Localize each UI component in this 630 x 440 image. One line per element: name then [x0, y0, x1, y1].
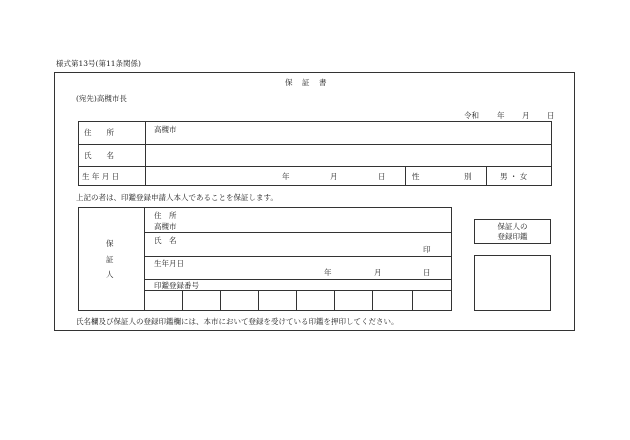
date-era: 令和 — [464, 111, 479, 120]
guarantee-statement: 上記の者は、印鑑登録申請人本人であることを保証します。 — [76, 193, 278, 202]
date-month: 月 — [522, 111, 530, 120]
divider — [78, 166, 552, 167]
registration-number-label: 印鑑登録番号 — [154, 281, 199, 290]
footer-note: 氏名欄及び保証人の登録印鑑欄には、本市において登録を受けている印鑑を押印してください。 — [76, 317, 399, 326]
guarantor-name-label: 氏 名 — [154, 236, 177, 245]
form-number: 様式第13号(第11条関係) — [56, 59, 141, 68]
divider — [144, 279, 452, 280]
divider — [258, 290, 259, 311]
divider — [220, 290, 221, 311]
divider — [144, 256, 452, 257]
guarantor-side-label-2: 証 — [106, 255, 114, 264]
divider — [412, 290, 413, 311]
divider — [486, 166, 487, 186]
date-day: 日 — [547, 111, 555, 120]
applicant-dob-month: 月 — [330, 172, 338, 181]
divider — [296, 290, 297, 311]
applicant-name-label: 氏 名 — [84, 151, 114, 160]
registered-seal-title-2: 登録印鑑 — [497, 232, 528, 241]
applicant-dob-label: 生 年 月 日 — [82, 172, 120, 181]
guarantor-table — [78, 207, 452, 311]
divider — [145, 121, 146, 186]
seal-mark: 印 — [423, 245, 431, 254]
applicant-address-label: 住 所 — [84, 128, 114, 137]
applicant-address-value: 高槻市 — [154, 125, 177, 134]
divider — [144, 207, 145, 311]
applicant-sex-options: 男 ・ 女 — [500, 172, 528, 181]
document-title: 保 証 書 — [285, 78, 328, 87]
guarantor-dob-month: 月 — [374, 268, 382, 277]
divider — [182, 290, 183, 311]
guarantor-dob-label: 生年月日 — [154, 259, 184, 268]
divider — [78, 144, 552, 145]
guarantor-dob-day: 日 — [423, 268, 431, 277]
applicant-dob-day: 日 — [378, 172, 386, 181]
guarantor-side-label-1: 保 — [106, 239, 114, 248]
guarantor-address-value: 高槻市 — [154, 222, 177, 231]
divider — [144, 232, 452, 233]
applicant-sex-label-2: 別 — [464, 172, 472, 181]
guarantor-dob-year: 年 — [324, 268, 332, 277]
applicant-dob-year: 年 — [282, 172, 290, 181]
addressee: (宛先)高槻市長 — [76, 94, 127, 103]
guarantor-address-label: 住 所 — [154, 211, 177, 220]
date-year: 年 — [497, 111, 505, 120]
divider — [405, 166, 406, 186]
divider — [334, 290, 335, 311]
guarantor-side-label-3: 人 — [106, 270, 114, 279]
divider — [144, 290, 452, 291]
registered-seal-box — [474, 255, 551, 311]
applicant-sex-label: 性 — [412, 172, 420, 181]
applicant-table — [78, 121, 552, 186]
divider — [372, 290, 373, 311]
registered-seal-title-1: 保証人の — [497, 222, 528, 231]
